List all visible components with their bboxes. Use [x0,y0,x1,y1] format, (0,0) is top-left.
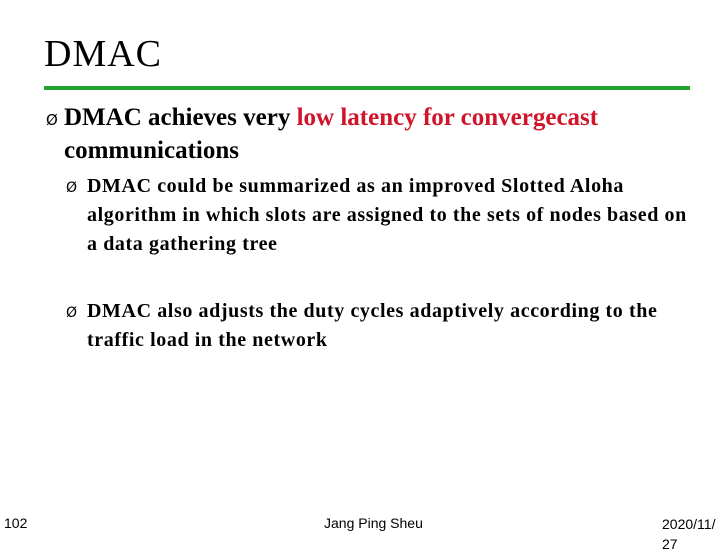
title-divider [44,86,690,90]
slide-title: DMAC [44,33,163,75]
page-number: 102 [4,515,28,531]
sub-bullet-1: DMAC could be summarized as an improved Slotted Aloha algorithm in which slots are assigned to the sets of nodes based on a data gathering tree [87,175,687,255]
footer-author: Jang Ping Sheu [324,515,423,531]
bullet-arrow-icon: Ø [66,180,78,196]
bullet-arrow-icon: Ø [66,305,78,321]
main-bullet-suffix: communications [64,137,239,164]
main-bullet-prefix: DMAC achieves very [64,104,297,131]
main-bullet-highlight: low latency for convergecast [296,104,599,131]
sub-bullet-2: DMAC also adjusts the duty cycles adaptively according to the traffic load in the network [87,300,658,351]
bullet-arrow-icon: Ø [46,111,58,129]
main-bullet [64,101,704,167]
footer-date: 2020/11/27 [662,516,716,552]
